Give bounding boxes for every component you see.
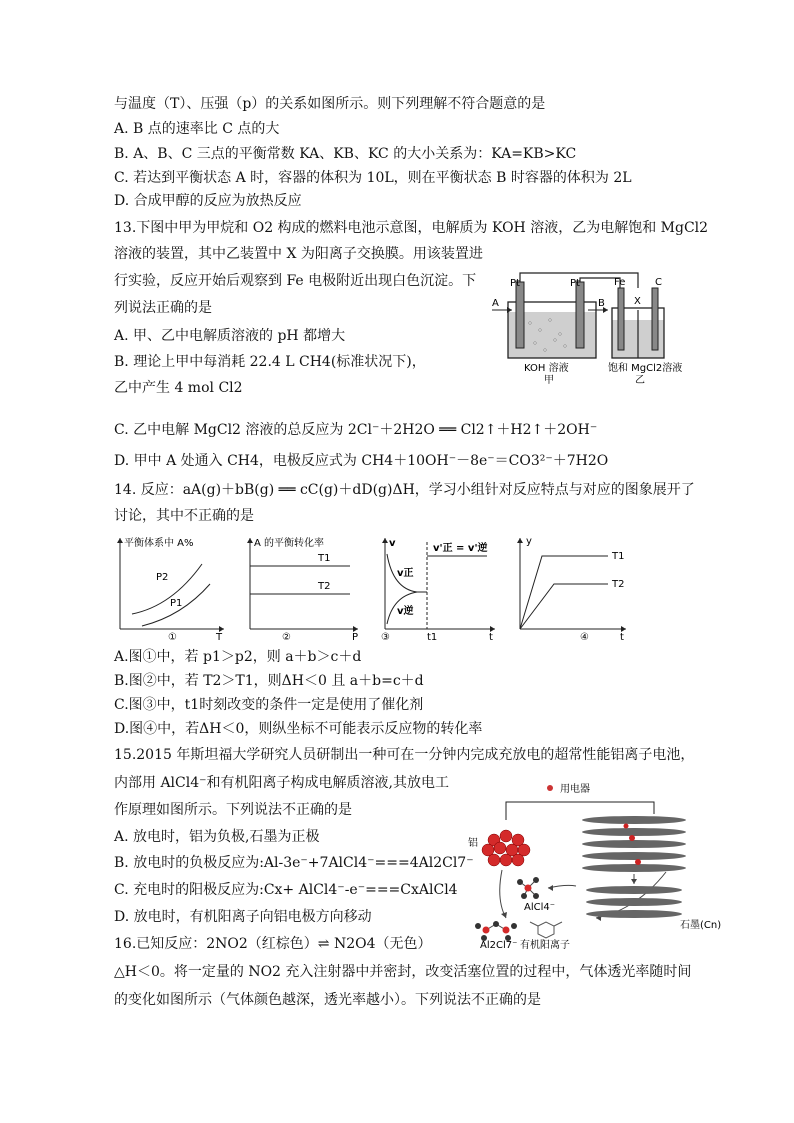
q12-option-d: D. 合成甲醇的反应为放热反应 [114, 193, 302, 209]
label-b: B [598, 298, 605, 309]
graph-3 [377, 534, 502, 644]
g2-ylabel: A 的平衡转化率 [254, 538, 325, 549]
label-device: 用电器 [560, 784, 590, 795]
q13-stem-3: 行实验，反应开始后观察到 Fe 电极附近出现白色沉淀。下 [114, 273, 477, 289]
q15-option-a: A. 放电时，铝为负极,石墨为正极 [114, 829, 320, 845]
graph-1 [112, 534, 232, 644]
q13-option-b: B. 理论上甲中每消耗 22.4 L CH4(标准状况下)， [114, 354, 426, 370]
q14-option-a: A.图①中，若 p1＞p2，则 a＋b＞c＋d [114, 649, 362, 665]
g3-num: ③ [381, 632, 390, 643]
g4-ylabel: y [526, 536, 532, 547]
graph-2 [242, 534, 367, 644]
q13-stem-2: 溶液的装置，其中乙装置中 X 为阳离子交换膜。用该装置进 [114, 246, 483, 262]
label-c: C [655, 277, 662, 288]
q15-option-c: C. 充电时的阳极反应为:Cx+ AlCl4⁻-e⁻===CxAlCl4 [114, 882, 458, 898]
q15-option-b: B. 放电时的负极反应为:Al-3e⁻+7AlCl4⁻===4Al2Cl7⁻ [114, 855, 474, 871]
aluminum-battery-diagram [466, 780, 722, 951]
g3-ylabel: v [389, 538, 396, 549]
q13-option-b-cont: 乙中产生 4 mol Cl2 [114, 380, 243, 396]
q14-option-d: D.图④中，若ΔH＜0，则纵坐标不可能表示反应物的转化率 [114, 721, 483, 737]
label-fe: Fe [614, 277, 626, 288]
q13-option-c: C. 乙中电解 MgCl2 溶液的总反应为 2Cl⁻＋2H2O ══ Cl2↑＋H2↑＋2OH⁻ [114, 422, 598, 438]
q13-stem-4: 列说法正确的是 [114, 300, 212, 316]
g3-veq: v'正 = v'逆 [433, 543, 488, 554]
q12-option-b: B. A、B、C 三点的平衡常数 KA、KB、KC 的大小关系为：KA=KB>KC [114, 146, 577, 162]
label-x: X [634, 296, 641, 307]
q12-option-c: C. 若达到平衡状态 A 时，容器的体积为 10L，则在平衡状态 B 时容器的体积为 2L [114, 170, 632, 186]
q12-option-a: A. B 点的速率比 C 点的大 [114, 121, 280, 137]
g1-p1: P1 [170, 598, 183, 609]
graph-4 [512, 534, 632, 644]
q15-stem-2: 内部用 AlCl4⁻和有机阳离子构成电解质溶液,其放电工 [114, 775, 449, 791]
fuel-cell-diagram [490, 268, 690, 388]
label-mgcl2: 饱和 MgCl2溶液 [608, 363, 683, 374]
label-organic-cation: 有机阳离子 [520, 940, 570, 951]
g4-t2: T2 [612, 579, 625, 590]
label-yi: 乙 [635, 375, 645, 386]
label-graphite: 石墨(Cn) [680, 920, 722, 931]
g1-ylabel: 平衡体系中 A% [124, 538, 194, 549]
label-al2cl7: Al2Cl7⁻ [480, 940, 518, 951]
q15-option-d: D. 放电时，有机阳离子向铝电极方向移动 [114, 909, 372, 925]
g2-t2: T2 [318, 581, 331, 592]
q13-stem-1: 13.下图中甲为甲烷和 O2 构成的燃料电池示意图，电解质为 KOH 溶液，乙为电解饱和 MgCl2 [114, 220, 709, 236]
g4-xlabel: t [620, 632, 624, 643]
g3-t1: t1 [427, 632, 438, 643]
g3-vz: v正 [397, 568, 414, 579]
q16-stem-3: 的变化如图所示（气体颜色越深，透光率越小）。下列说法不正确的是 [114, 992, 541, 1008]
q14-option-b: B.图②中，若 T2＞T1，则ΔH＜0 且 a＋b=c＋d [114, 673, 424, 689]
q15-stem-3: 作原理如图所示。下列说法不正确的是 [114, 802, 352, 818]
label-jia: 甲 [544, 375, 554, 386]
g4-t1: T1 [612, 551, 625, 562]
q16-stem-2: △H＜0。将一定量的 NO2 充入注射器中并密封，改变活塞位置的过程中，气体透光率随时间 [114, 964, 692, 980]
q14-stem-1: 14. 反应：aA(g)＋bB(g) ══ cC(g)＋dD(g)ΔH，学习小组针对反应特点与对应的图象展开了 [114, 482, 695, 498]
g4-num: ④ [580, 632, 589, 643]
q12-stem-tail: 与温度（T）、压强（p）的关系如图所示。则下列理解不符合题意的是 [114, 96, 546, 112]
label-alcl4: AlCl4⁻ [524, 902, 556, 913]
label-a: A [492, 298, 499, 309]
label-koh: KOH 溶液 [524, 363, 569, 374]
q14-stem-2: 讨论，其中不正确的是 [114, 508, 254, 524]
g1-xlabel: T [216, 632, 223, 643]
g3-xlabel: t [489, 632, 493, 643]
label-pt-left: Pt [510, 278, 520, 289]
g1-p2: P2 [156, 572, 169, 583]
label-pt-right: Pt [570, 278, 580, 289]
g2-num: ② [282, 632, 291, 643]
label-al: 铝 [468, 838, 478, 849]
g3-vn: v逆 [397, 606, 414, 617]
q16-stem-1: 16.已知反应：2NO2（红棕色）⇌ N2O4（无色） [114, 936, 432, 952]
g2-xlabel: P [352, 632, 359, 643]
q14-option-c: C.图③中，t1时刻改变的条件一定是使用了催化剂 [114, 697, 424, 713]
q13-option-d: D. 甲中 A 处通入 CH4，电极反应式为 CH4＋10OH⁻－8e⁻＝CO3²⁻＋7H2O [114, 453, 609, 469]
q13-option-a: A. 甲、乙中电解质溶液的 pH 都增大 [114, 328, 346, 344]
q15-stem-1: 15.2015 年斯坦福大学研究人员研制出一种可在一分钟内完成充放电的超常性能铝离子电池， [114, 747, 695, 763]
g1-num: ① [168, 632, 177, 643]
g2-t1: T1 [318, 553, 331, 564]
